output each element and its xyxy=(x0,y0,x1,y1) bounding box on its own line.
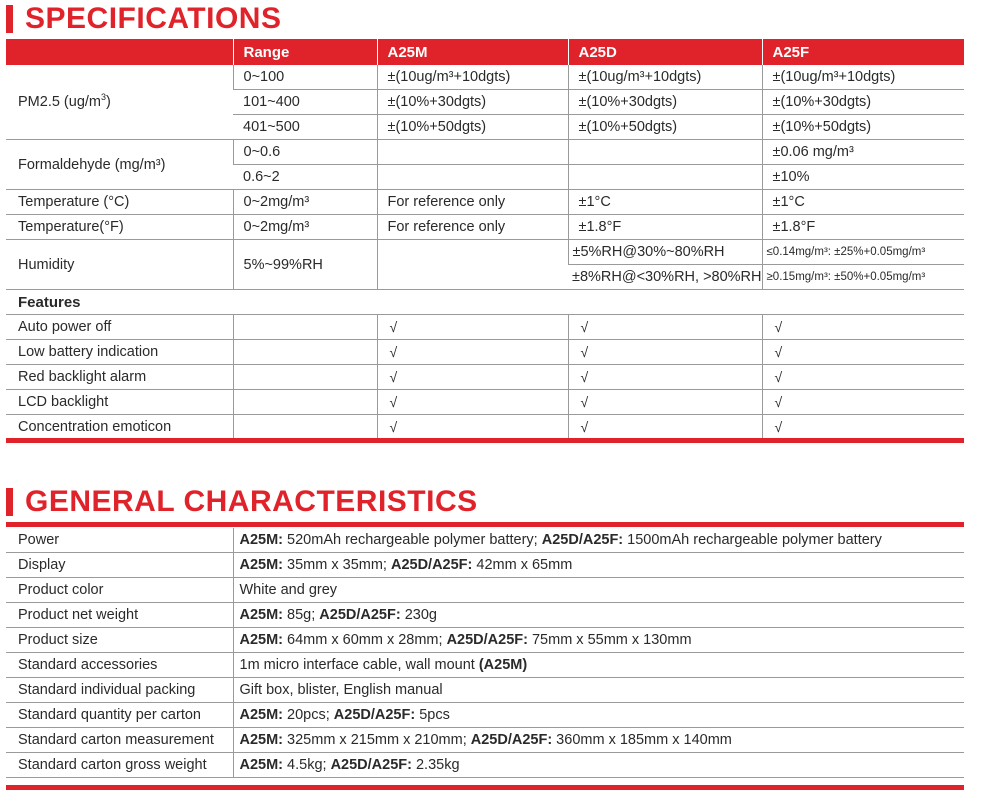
a25f-cell: ±(10ug/m³+10dgts) xyxy=(762,65,964,90)
header-a25f: A25F xyxy=(762,39,964,65)
general-top-rule xyxy=(6,522,964,527)
temp-f-label: Temperature(°F) xyxy=(6,215,233,240)
range-cell xyxy=(233,315,377,340)
model-label: A25D/A25F: xyxy=(470,732,553,748)
characteristic-value xyxy=(233,528,964,553)
value-text: 75mm x 55mm x 130mm xyxy=(527,632,692,648)
model-label: A25M: xyxy=(239,707,284,723)
a25m-check: √ xyxy=(377,315,568,340)
a25m-check: √ xyxy=(377,390,568,415)
characteristic-value xyxy=(233,753,964,778)
characteristic-label: Display xyxy=(6,553,233,578)
a25m-cell xyxy=(377,240,568,290)
characteristic-value xyxy=(233,603,964,628)
heading-marker xyxy=(6,5,13,33)
formaldehyde-label: Formaldehyde (mg/m³) xyxy=(6,140,233,190)
model-label: A25M: xyxy=(239,532,284,548)
a25d-cell xyxy=(568,140,762,165)
table-row xyxy=(6,415,964,440)
table-row xyxy=(6,340,964,365)
a25d-cell: ±1°C xyxy=(568,190,762,215)
value-text: 20pcs; xyxy=(283,707,334,723)
feature-name: LCD backlight xyxy=(6,390,233,415)
value-text: 42mm x 65mm xyxy=(472,557,573,573)
humidity-label: Humidity xyxy=(6,240,233,290)
a25d-cell: ±1.8°F xyxy=(568,215,762,240)
range-cell: 5%~99%RH xyxy=(233,240,377,290)
a25d-check: √ xyxy=(568,415,762,440)
range-cell: 401~500 xyxy=(233,115,377,140)
model-label: A25D/A25F: xyxy=(390,557,473,573)
feature-name: Auto power off xyxy=(6,315,233,340)
range-cell: 0~2mg/m³ xyxy=(233,190,377,215)
specifications-title: SPECIFICATIONS xyxy=(25,2,282,35)
table-row xyxy=(6,65,964,90)
header-range: Range xyxy=(233,39,377,65)
value-text: 1500mAh rechargeable polymer battery xyxy=(623,532,882,548)
table-row xyxy=(6,140,964,165)
model-label: A25D/A25F: xyxy=(319,607,401,623)
table-row xyxy=(6,703,964,728)
value-text: 2.35kg xyxy=(411,757,460,773)
spec-header-row xyxy=(6,39,964,65)
a25m-check: √ xyxy=(377,340,568,365)
value-text: 1m micro interface cable, wall mount xyxy=(239,657,479,673)
features-header-row xyxy=(6,290,964,315)
a25d-check: √ xyxy=(568,340,762,365)
a25f-check: √ xyxy=(762,365,964,390)
range-cell xyxy=(233,390,377,415)
characteristic-value xyxy=(233,703,964,728)
table-row xyxy=(6,528,964,553)
characteristic-label: Product net weight xyxy=(6,603,233,628)
a25d-cell: ±8%RH@<30%RH, >80%RH xyxy=(568,265,762,290)
spec-bottom-rule xyxy=(6,438,964,443)
value-text: 85g; xyxy=(283,607,320,623)
a25m-cell: For reference only xyxy=(377,215,568,240)
a25d-check: √ xyxy=(568,390,762,415)
feature-name: Concentration emoticon xyxy=(6,415,233,440)
header-a25d: A25D xyxy=(568,39,762,65)
characteristic-label: Standard carton measurement xyxy=(6,728,233,753)
specifications-table xyxy=(6,39,964,440)
value-text: 64mm x 60mm x 28mm; xyxy=(283,632,447,648)
a25f-check: √ xyxy=(762,340,964,365)
a25f-cell: ≤0.14mg/m³: ±25%+0.05mg/m³ xyxy=(762,240,964,265)
a25m-check: √ xyxy=(377,365,568,390)
a25m-cell: ±(10%+50dgts) xyxy=(377,115,568,140)
a25m-cell xyxy=(377,165,568,190)
value-text: 360mm x 185mm x 140mm xyxy=(552,732,732,748)
a25f-cell: ±0.06 mg/m³ xyxy=(762,140,964,165)
a25m-cell: ±(10ug/m³+10dgts) xyxy=(377,65,568,90)
value-text: 5pcs xyxy=(415,707,450,723)
table-row xyxy=(6,653,964,678)
a25f-cell: ±(10%+50dgts) xyxy=(762,115,964,140)
model-label: A25M: xyxy=(239,557,284,573)
range-cell xyxy=(233,415,377,440)
model-label: A25D/A25F: xyxy=(330,757,412,773)
a25f-check: √ xyxy=(762,415,964,440)
table-row xyxy=(6,315,964,340)
table-row xyxy=(6,240,964,265)
characteristic-value xyxy=(233,628,964,653)
characteristic-label: Standard accessories xyxy=(6,653,233,678)
a25m-check: √ xyxy=(377,415,568,440)
feature-name: Red backlight alarm xyxy=(6,365,233,390)
a25d-cell: ±5%RH@30%~80%RH xyxy=(568,240,762,265)
header-a25m: A25M xyxy=(377,39,568,65)
table-row xyxy=(6,578,964,603)
table-row xyxy=(6,365,964,390)
a25m-cell: ±(10%+30dgts) xyxy=(377,90,568,115)
model-label: A25M: xyxy=(239,607,284,623)
a25d-cell: ±(10ug/m³+10dgts) xyxy=(568,65,762,90)
characteristic-label: Standard quantity per carton xyxy=(6,703,233,728)
characteristic-label: Standard individual packing xyxy=(6,678,233,703)
a25m-cell: For reference only xyxy=(377,190,568,215)
a25d-check: √ xyxy=(568,365,762,390)
model-label: A25D/A25F: xyxy=(541,532,624,548)
characteristic-value xyxy=(233,653,964,678)
table-row xyxy=(6,215,964,240)
a25f-check: √ xyxy=(762,315,964,340)
table-row xyxy=(6,190,964,215)
range-cell: 0~2mg/m³ xyxy=(233,215,377,240)
characteristic-label: Power xyxy=(6,528,233,553)
model-label: A25M: xyxy=(239,732,284,748)
value-text: 35mm x 35mm; xyxy=(283,557,391,573)
a25m-cell xyxy=(377,140,568,165)
characteristic-label: Standard carton gross weight xyxy=(6,753,233,778)
general-table xyxy=(6,528,964,778)
pm25-label: PM2.5 $(ug/m^3)$ xyxy=(6,65,233,140)
characteristic-value xyxy=(233,553,964,578)
general-heading xyxy=(6,487,478,517)
table-row xyxy=(6,553,964,578)
a25d-check: √ xyxy=(568,315,762,340)
table-row xyxy=(6,603,964,628)
a25f-cell: ≥0.15mg/m³: ±50%+0.05mg/m³ xyxy=(762,265,964,290)
model-label: A25M: xyxy=(239,757,284,773)
characteristic-label: Product color xyxy=(6,578,233,603)
a25d-cell: ±(10%+50dgts) xyxy=(568,115,762,140)
table-row xyxy=(6,753,964,778)
table-row xyxy=(6,628,964,653)
table-row xyxy=(6,728,964,753)
feature-name: Low battery indication xyxy=(6,340,233,365)
value-text: 230g xyxy=(400,607,437,623)
value-text: Gift box, blister, English manual xyxy=(239,682,443,698)
table-row xyxy=(6,678,964,703)
a25f-cell: ±1°C xyxy=(762,190,964,215)
model-label: (A25M) xyxy=(478,657,528,673)
characteristic-label: Product size xyxy=(6,628,233,653)
model-label: A25D/A25F: xyxy=(446,632,528,648)
value-text: 520mAh rechargeable polymer battery; xyxy=(283,532,542,548)
value-text: White and grey xyxy=(239,582,338,598)
a25d-cell xyxy=(568,165,762,190)
value-text: 325mm x 215mm x 210mm; xyxy=(283,732,471,748)
heading-marker xyxy=(6,488,13,516)
features-label: Features xyxy=(6,290,964,315)
characteristic-value xyxy=(233,678,964,703)
a25f-cell: ±1.8°F xyxy=(762,215,964,240)
range-cell xyxy=(233,340,377,365)
a25f-cell: ±(10%+30dgts) xyxy=(762,90,964,115)
range-cell xyxy=(233,365,377,390)
range-cell: 0~100 xyxy=(233,65,377,90)
characteristic-value xyxy=(233,728,964,753)
model-label: A25M: xyxy=(239,632,284,648)
range-cell: 0~0.6 xyxy=(233,140,377,165)
a25f-cell: ±10% xyxy=(762,165,964,190)
header-blank xyxy=(6,39,233,65)
a25d-cell: ±(10%+30dgts) xyxy=(568,90,762,115)
a25f-check: √ xyxy=(762,390,964,415)
range-cell: 101~400 xyxy=(233,90,377,115)
specifications-heading xyxy=(6,4,281,34)
general-bottom-rule xyxy=(6,785,964,790)
characteristic-value xyxy=(233,578,964,603)
general-title: GENERAL CHARACTERISTICS xyxy=(25,485,478,518)
range-cell: 0.6~2 xyxy=(233,165,377,190)
temp-c-label: Temperature (°C) xyxy=(6,190,233,215)
table-row xyxy=(6,390,964,415)
model-label: A25D/A25F: xyxy=(333,707,416,723)
value-text: 4.5kg; xyxy=(283,757,331,773)
